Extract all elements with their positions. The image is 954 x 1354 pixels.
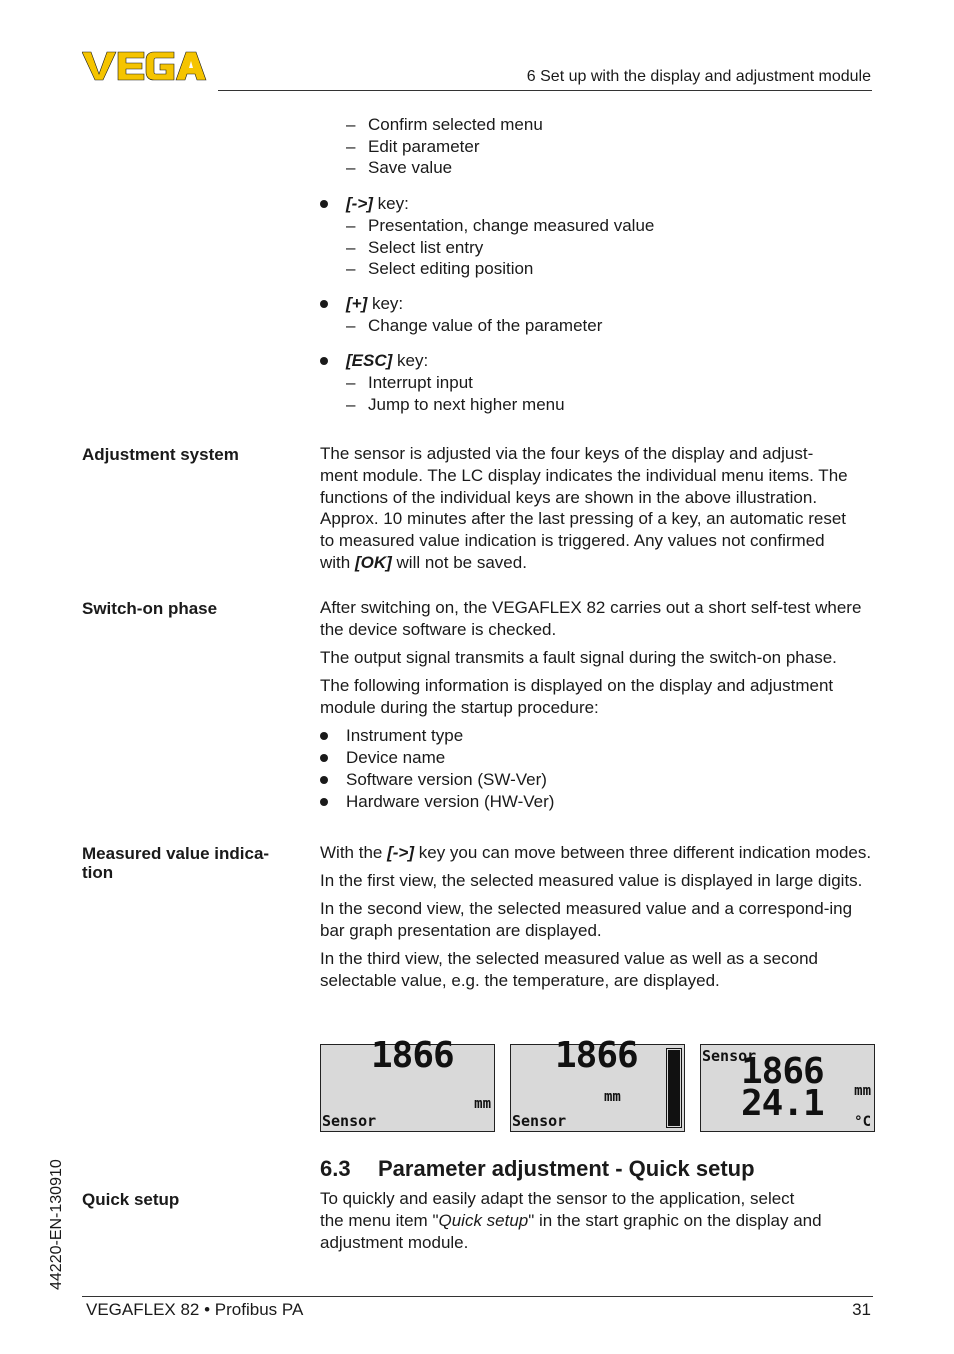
text-span: with (320, 552, 355, 572)
lcd-unit: mm (854, 1083, 871, 1099)
list-item: – Select editing position (320, 258, 880, 280)
footer-product: VEGAFLEX 82 • Profibus PA (86, 1300, 304, 1319)
lcd-view-bar-graph (510, 1035, 685, 1132)
lcd-unit: mm (474, 1096, 491, 1112)
paragraph: In the first view, the selected measured value is displayed in large digits. (320, 871, 863, 890)
document-id-text: 44220-EN-130910 (48, 1159, 65, 1290)
bullet-icon (320, 300, 328, 308)
chapter-title: 6 Set up with the display and adjustment module (526, 68, 871, 85)
list-item: – Confirm selected menu (320, 114, 880, 136)
paragraph: In the second view, the selected measured value and a correspond-ing bar graph presentation are displayed. (320, 899, 853, 940)
text-line: adjustment module. (320, 1233, 469, 1252)
text-line: functions of the individual keys are shown in the above illustration. (320, 487, 818, 507)
intro-sublist (320, 114, 880, 179)
lcd-sensor-label: Sensor (322, 1112, 377, 1130)
lcd-bar-graph-frame (666, 1048, 682, 1128)
lcd-sensor-label: Sensor (512, 1112, 567, 1130)
list-item: – Presentation, change measured value (320, 215, 880, 237)
lcd-view-large-digits (320, 1035, 495, 1132)
quick-setup-heading: Quick setup (82, 1190, 180, 1209)
text-line (320, 1210, 876, 1232)
lcd-unit: mm (604, 1089, 621, 1105)
text-span: key you can move between three different indication modes. (414, 843, 872, 862)
lcd-second-unit: °C (854, 1114, 871, 1130)
key-suffix: key: (392, 350, 429, 370)
plus-key-sublist (320, 315, 880, 337)
plus-key-entry (320, 293, 880, 315)
header-divider (218, 90, 872, 91)
text-line: to measured value indication is triggered. Any values not confirmed (320, 531, 825, 551)
list-item: – Change value of the parameter (320, 315, 880, 337)
adjustment-system-text (320, 443, 876, 574)
text-line: Approx. 10 minutes after the last pressing of a key, an automatic reset (320, 509, 847, 529)
heading-line: Measured value indica- (82, 844, 270, 863)
arrow-key-label: [->] (387, 843, 415, 862)
measured-value-heading (82, 844, 269, 882)
arrow-key-entry (320, 193, 880, 215)
lcd-bar-graph-fill (668, 1050, 680, 1126)
key-label: [ESC] (346, 350, 393, 370)
paragraph: After switching on, the VEGAFLEX 82 carries out a short self-test where the device software is checked. (320, 598, 862, 639)
list-item: – Interrupt input (320, 372, 880, 394)
paragraph (320, 842, 876, 864)
document-id (46, 1140, 70, 1300)
lcd-view-two-values (700, 1044, 875, 1132)
menu-item-name: Quick setup (438, 1211, 529, 1230)
section-title: Parameter adjustment - Quick setup (378, 1156, 755, 1181)
text-line: The sensor is adjusted via the four keys of the display and adjust- (320, 444, 814, 463)
esc-key-entry (320, 350, 880, 372)
section-number: 6.3 (320, 1156, 351, 1181)
lcd-measured-value: 1866 (555, 1035, 638, 1076)
list-item: Hardware version (HW-Ver) (320, 791, 876, 813)
arrow-key-sublist (320, 215, 880, 280)
switch-on-heading: Switch-on phase (82, 599, 218, 618)
text-span: With the (320, 843, 388, 862)
paragraph: The following information is displayed on the display and adjustment module during the startup procedure: (320, 676, 834, 717)
esc-key-sublist (320, 372, 880, 415)
text-line: To quickly and easily adapt the sensor to the application, select (320, 1189, 795, 1208)
vega-logo (82, 48, 212, 84)
list-item: Device name (320, 747, 876, 769)
measured-value-text (320, 842, 876, 998)
text-line: ment module. The LC display indicates the individual menu items. The (320, 465, 848, 485)
text-line (320, 552, 876, 574)
list-item: Instrument type (320, 725, 876, 747)
section-heading (320, 1156, 755, 1182)
text-span: " in the start graphic on the display and (528, 1211, 822, 1230)
footer-divider (82, 1296, 873, 1297)
startup-info-list (320, 725, 876, 813)
key-suffix: key: (367, 294, 404, 314)
text-span: the menu item " (320, 1211, 439, 1230)
key-function-list (320, 114, 880, 415)
list-item: – Save value (320, 157, 880, 179)
bullet-icon (320, 357, 328, 365)
paragraph: The output signal transmits a fault signal during the switch-on phase. (320, 648, 837, 667)
switch-on-text (320, 597, 876, 813)
lcd-second-value: 24.1 (741, 1083, 824, 1124)
key-suffix: key: (372, 194, 409, 214)
ok-key-label: [OK] (354, 552, 392, 572)
list-item: Software version (SW-Ver) (320, 769, 876, 791)
lcd-measured-value: 1866 (741, 1051, 824, 1092)
adjustment-system-heading: Adjustment system (82, 445, 239, 464)
quick-setup-text (320, 1188, 876, 1254)
list-item: – Select list entry (320, 237, 880, 259)
page-number: 31 (852, 1300, 871, 1319)
paragraph: In the third view, the selected measured value as well as a second selectable value, e.g. the temperature, are displayed. (320, 949, 819, 990)
lcd-measured-value: 1866 (371, 1035, 454, 1076)
bullet-icon (320, 200, 328, 208)
text-span: will not be saved. (391, 552, 527, 572)
key-label: [->] (346, 194, 373, 214)
list-item: – Jump to next higher menu (320, 394, 880, 416)
lcd-sensor-label: Sensor (702, 1047, 757, 1065)
heading-line: tion (82, 863, 114, 882)
key-label: [+] (346, 294, 368, 314)
list-item: – Edit parameter (320, 136, 880, 158)
